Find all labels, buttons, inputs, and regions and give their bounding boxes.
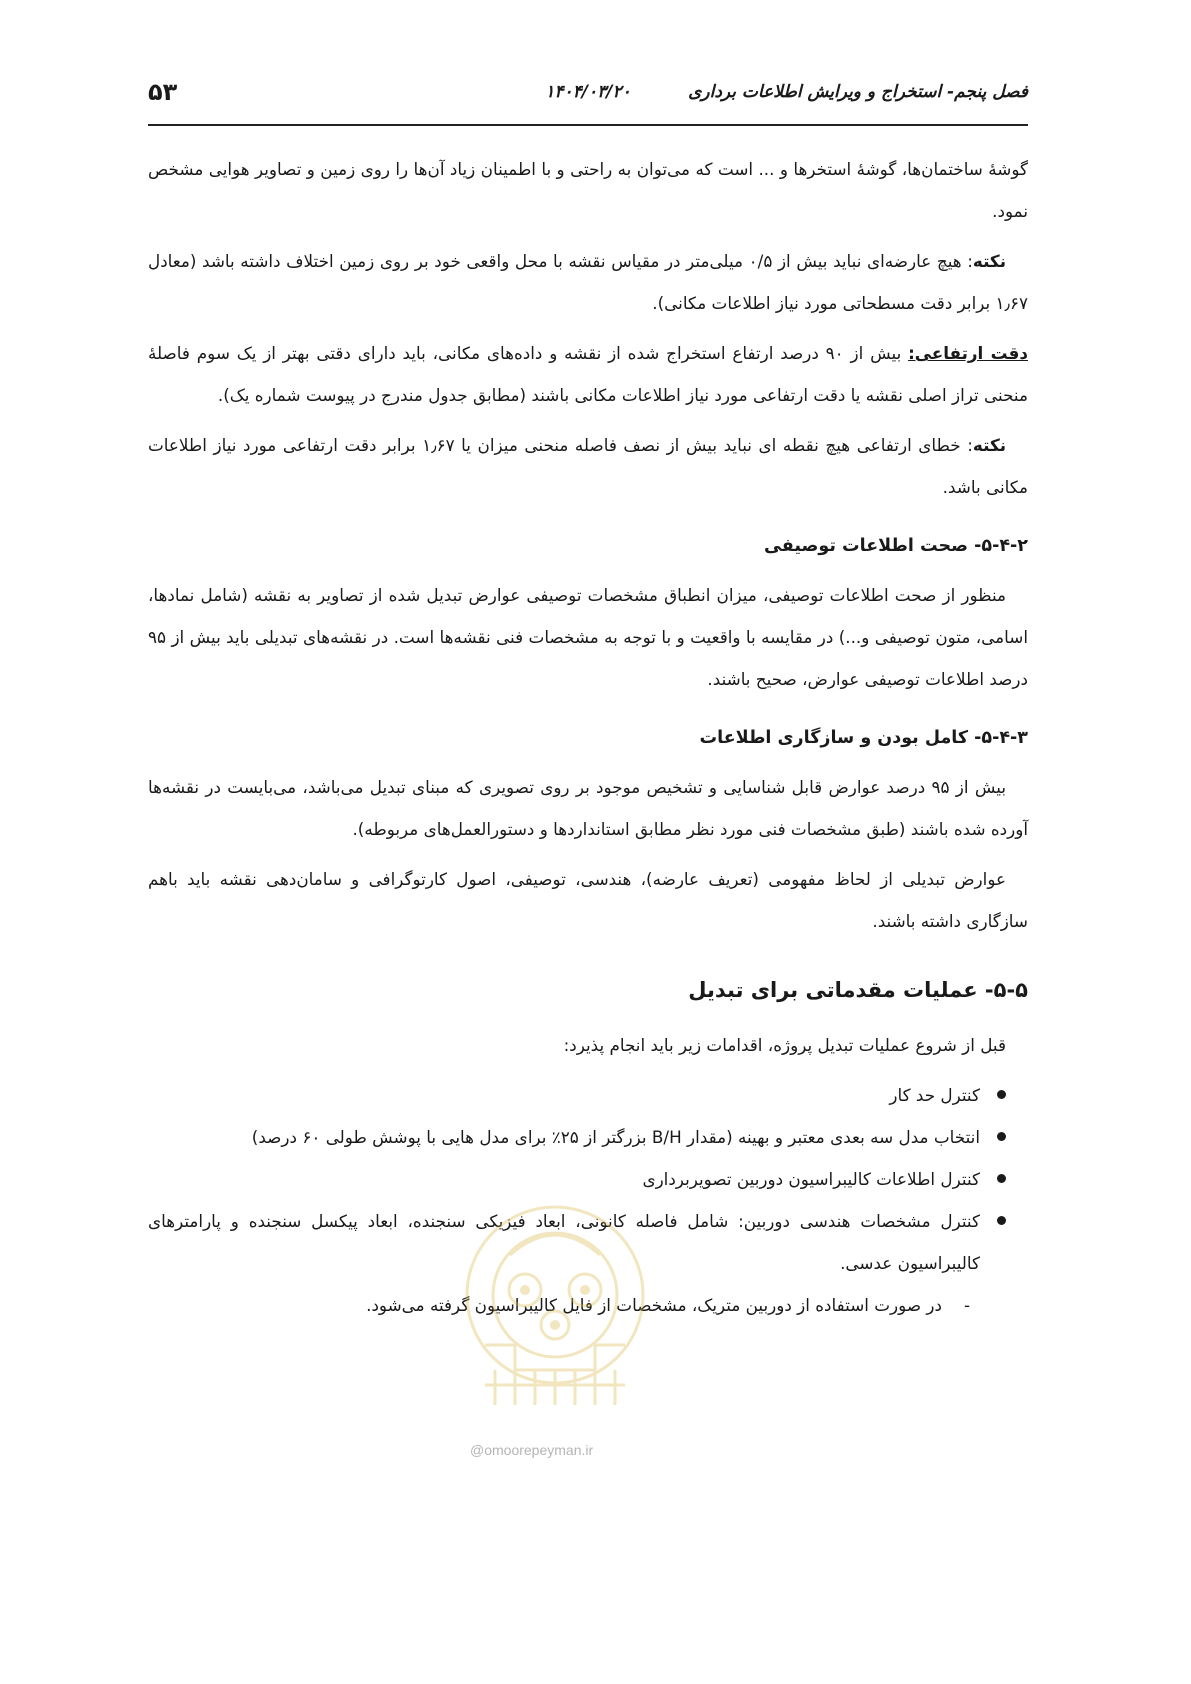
heading-5-4-3: ۵-۴-۳- کامل بودن و سازگاری اطلاعات (699, 728, 1028, 748)
bullet-icon (997, 1132, 1006, 1141)
heading-5-4-2: ۵-۴-۲- صحت اطلاعات توصیفی (764, 536, 1028, 556)
document-page (148, 0, 1028, 1684)
paragraph-continuation: گوشهٔ ساختمان‌ها، گوشهٔ استخرها و ... است که می‌توان به راحتی و با اطمینان زیاد آن‌ها را روی زمین و تصاویر هوایی مشخص نمود. (148, 159, 1028, 221)
list-item (148, 1200, 1028, 1284)
height-accuracy-text: بیش از ۹۰ درصد ارتفاع استخراج شده از نقشه و داده‌های مکانی، باید دارای دقتی بهتر از یک سوم فاصلهٔ منحنی تراز اصلی نقشه یا دقت ارتفاعی مورد نیاز اطلاعات مکانی باشند (مطابق جدول مندرج در پیوست شماره یک). (148, 343, 1028, 405)
header-date: ۱۴۰۴/۰۳/۲۰ (545, 82, 631, 102)
note-label: نکته (972, 251, 1006, 271)
bullet-icon (997, 1216, 1006, 1225)
watermark-site-text: @omoorepeyman.ir (470, 1442, 594, 1458)
page-body (148, 148, 1028, 1326)
height-accuracy-label: دقت ارتفاعی: (908, 343, 1028, 363)
header-divider (148, 124, 1028, 126)
bullet-icon (997, 1174, 1006, 1183)
bullet-list (148, 1074, 1028, 1284)
heading-5-5: ۵-۵- عملیات مقدماتی برای تبدیل (688, 978, 1028, 1002)
list-item-text: انتخاب مدل سه بعدی معتبر و بهینه (مقدار B/H بزرگتر از ۲۵٪ برای مدل هایی با پوشش طولی ۶۰ درصد) (251, 1127, 980, 1147)
list-item (148, 1074, 1028, 1116)
paragraph-5-4-2: منظور از صحت اطلاعات توصیفی، میزان انطباق مشخصات توصیفی عوارض تبدیل شده از تصاویر به نقشه (شامل نمادها، اسامی، متون توصیفی و...) در مقایسه با واقعیت و با توجه به مشخصات فنی نقشه‌ها است. در نقشه‌های تبدیلی باید بیش از ۹۵ درصد اطلاعات توصیفی عوارض، صحیح باشند. (148, 585, 1028, 689)
list-item-text: کنترل حد کار (889, 1085, 980, 1105)
chapter-title: فصل پنجم- استخراج و ویرایش اطلاعات برداری (688, 82, 1028, 102)
paragraph-5-4-3b: عوارض تبدیلی از لحاظ مفهومی (تعریف عارضه)، هندسی، توصیفی، اصول کارتوگرافی و سامان‌دهی نقشه باید باهم سازگاری داشته باشند. (148, 869, 1028, 931)
list-item (148, 1116, 1028, 1158)
height-accuracy-paragraph (148, 332, 1028, 416)
note-paragraph-2 (148, 424, 1028, 508)
paragraph-5-5-intro: قبل از شروع عملیات تبدیل پروژه، اقدامات زیر باید انجام پذیرد: (563, 1035, 1006, 1055)
bullet-icon (997, 1090, 1006, 1099)
page-number: ۵۳ (148, 78, 178, 106)
note-paragraph (148, 240, 1028, 324)
page-header (148, 78, 1028, 108)
note-label-2: نکته (972, 435, 1007, 455)
sub-list-item-text: در صورت استفاده از دوربین متریک، مشخصات از فایل کالیبراسیون گرفته می‌شود. (366, 1295, 942, 1315)
list-item (148, 1158, 1028, 1200)
note-text: : هیچ عارضه‌ای نباید بیش از ۰/۵ میلی‌متر در مقیاس نقشه با محل واقعی خود بر روی زمین اختلاف داشته باشد (معادل ۱٫۶۷ برابر دقت مسطحاتی مورد نیاز اطلاعات مکانی). (148, 251, 1028, 313)
sub-list-item (148, 1284, 1028, 1326)
paragraph-5-4-3a: بیش از ۹۵ درصد عوارض قابل شناسایی و تشخیص موجود بر روی تصویری که مبنای تبدیل می‌باشد، می‌بایست در نقشه‌ها آورده شده باشند (طبق مشخصات فنی مورد نظر مطابق استانداردها و دستورالعمل‌های مربوطه). (148, 777, 1028, 839)
list-item-text: کنترل اطلاعات کالیبراسیون دوربین تصویربرداری (642, 1169, 980, 1189)
note-text-2: : خطای ارتفاعی هیچ نقطه ای نباید بیش از نصف فاصله منحنی میزان یا ۱٫۶۷ برابر دقت ارتفاعی مورد نیاز اطلاعات مکانی باشد. (148, 435, 1028, 497)
list-item-text: کنترل مشخصات هندسی دوربین: شامل فاصله کانونی، ابعاد فیزیکی سنجنده، ابعاد پیکسل سنجنده و پارامترهای کالیبراسیون عدسی. (148, 1211, 980, 1273)
dash-icon: - (963, 1295, 970, 1315)
